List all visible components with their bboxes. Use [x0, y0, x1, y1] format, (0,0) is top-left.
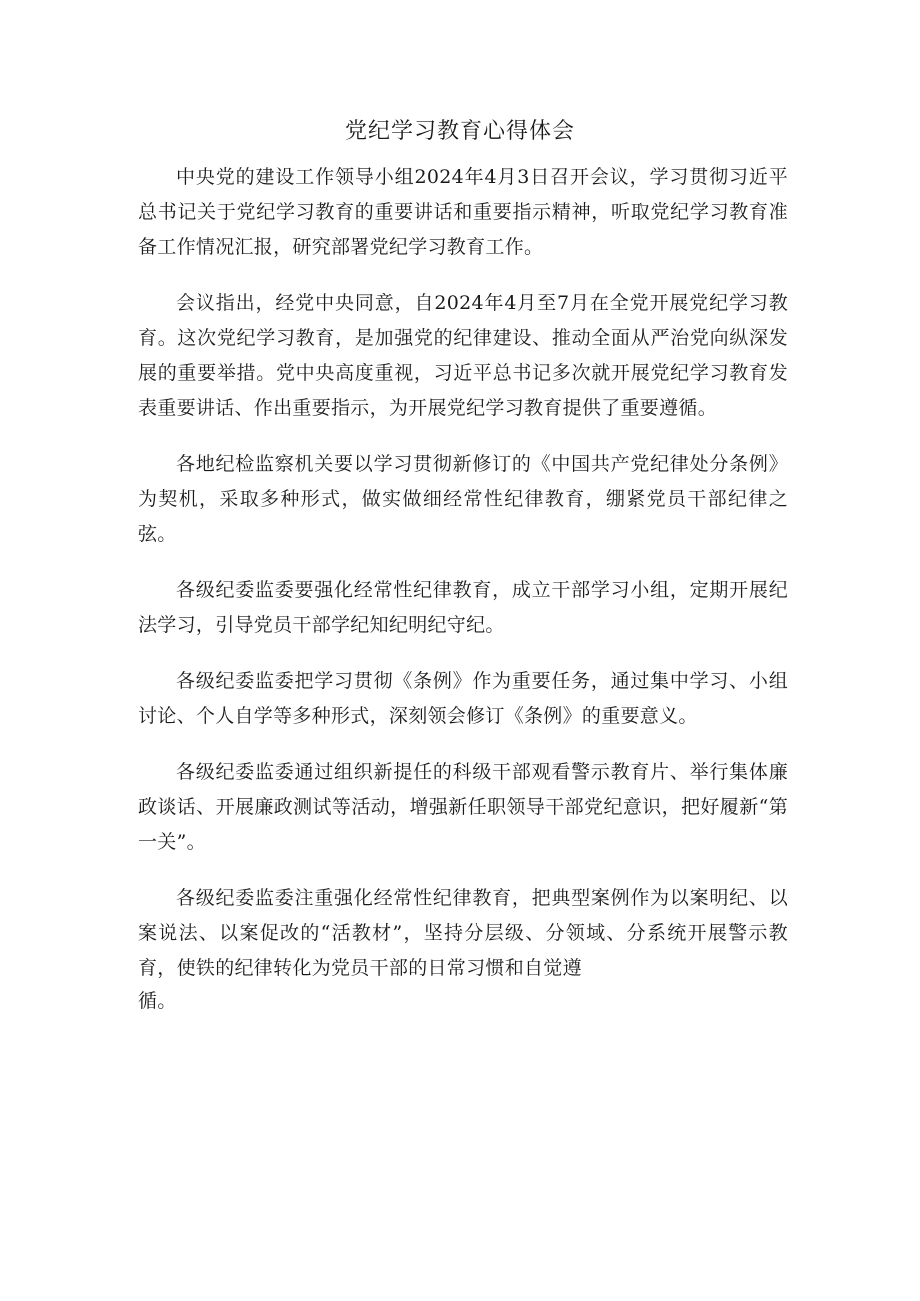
paragraph-4: 各级纪委监委要强化经常性纪律教育，成立干部学习小组，定期开展纪法学习，引导党员干部学纪知纪明纪守纪。	[138, 579, 788, 636]
document-body	[138, 160, 788, 1040]
paragraph-7	[138, 881, 788, 1019]
paragraph-2: 会议指出，经党中央同意，自2024年4月至7月在全党开展党纪学习教育。这次党纪学习教育，是加强党的纪律建设、推动全面从严治党向纵深发展的重要举措。党中央高度重视，习近平总书记多次就开展党纪学习教育发表重要讲话、作出重要指示，为开展党纪学习教育提供了重要遵循。	[138, 292, 788, 419]
document-title: 党纪学习教育心得体会	[344, 119, 575, 144]
paragraph-7-tail: 循。	[138, 990, 177, 1012]
paragraph-7-text: 各级纪委监委注重强化经常性纪律教育，把典型案例作为以案明纪、以案说法、以案促改的“活教材”，坚持分层级、分领域、分系统开展警示教育，使铁的纪律转化为党员干部的日常习惯和自觉遵	[138, 887, 788, 979]
paragraph-3: 各地纪检监察机关要以学习贯彻新修订的《中国共产党纪律处分条例》为契机，采取多种形式，做实做细经常性纪律教育，绷紧党员干部纪律之弦。	[138, 453, 788, 545]
paragraph-6: 各级纪委监委通过组织新提任的科级干部观看警示教育片、举行集体廉政谈话、开展廉政测试等活动，增强新任职领导干部党纪意识，把好履新“第一关”。	[138, 761, 788, 853]
paragraph-1: 中央党的建设工作领导小组2024年4月3日召开会议，学习贯彻习近平总书记关于党纪学习教育的重要讲话和重要指示精神，听取党纪学习教育准备工作情况汇报，研究部署党纪学习教育工作。	[138, 166, 788, 258]
paragraph-5: 各级纪委监委把学习贯彻《条例》作为重要任务，通过集中学习、小组讨论、个人自学等多种形式，深刻领会修订《条例》的重要意义。	[138, 670, 788, 727]
